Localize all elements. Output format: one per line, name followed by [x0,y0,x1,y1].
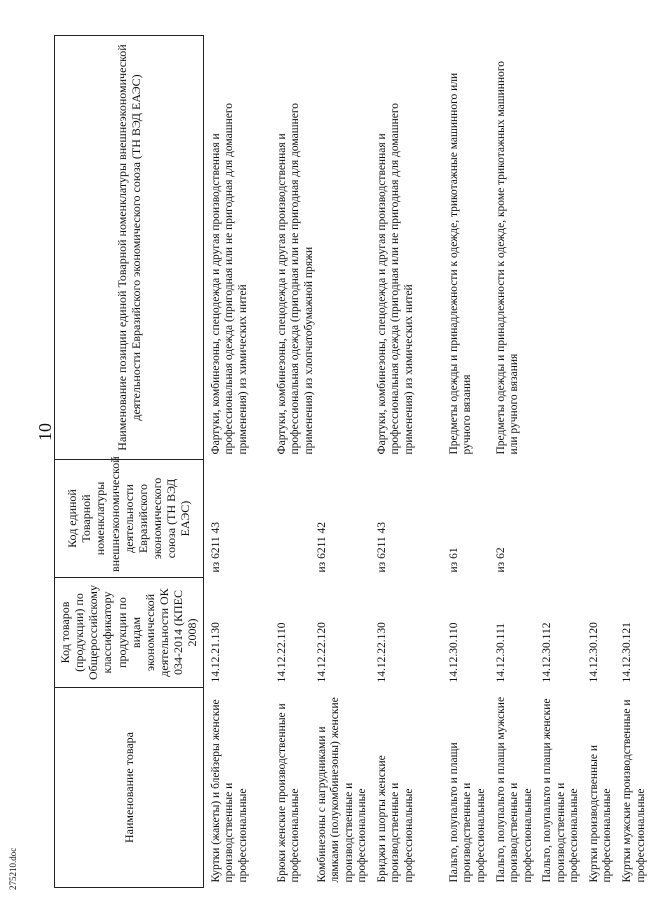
table-row [538,36,585,888]
cell-product-name: Куртки мужские производственные и профессиональные [621,699,647,883]
cell-product-name: Брюки женские производственные и профессиональные [275,703,302,883]
header-tnved-description: Наименование позиции единой Товарной номенклатуры внешнеэкономической деятельности Евразийского экономического союза (ТН ВЭД ЕАЭС) [55,36,204,460]
cell-tnved-code [618,460,652,578]
cell-product-name: Куртки (жакеты) и блейзеры женские производственные и профессиональные [209,699,249,883]
cell-product-name: Пальто, полупальто и плащи женские производственные и профессиональные [541,698,581,883]
cell-okpd-code: 14.12.22.120 [315,622,328,683]
cell-tnved-code: из 6211 43 [375,521,388,573]
table-row [618,36,652,888]
cell-tnved-code [538,460,585,578]
header-product-name: Наименование товара [55,688,204,888]
cell-tnved-code [273,460,313,578]
rotated-page-content [54,18,647,888]
table-row [273,36,313,888]
cell-product-name: Куртки производственные и профессиональные [587,744,614,883]
cell-okpd-code: 14.12.30.112 [541,622,554,683]
table-row [207,36,273,888]
header-okpd-code: Код товаров (продукции) по Общероссийскому классификатору продукции по видам экономической деятельности ОК 034-2014 (КПЕС 2008) [55,578,204,688]
cell-product-name: Пальто, полупальто и плащи производственные и профессиональные [447,742,487,883]
table-row [373,36,445,888]
cell-okpd-code: 14.12.30.121 [621,622,633,683]
cell-tnved-description: Предметы одежды и принадлежности к одежде, трикотажные машинного или ручного вязания [447,72,474,455]
cell-okpd-code: 14.12.30.111 [494,622,507,683]
cell-okpd-code: 14.12.22.130 [375,622,388,683]
cell-tnved-description: Предметы одежды и принадлежности к одежде, кроме трикотажных машинного или ручного вязания [494,60,521,455]
header-tnved-code: Код единой Товарной номенклатуры внешнеэкономической деятельности Евразийского экономического союза (ТН ВЭД ЕАЭС) [55,460,204,578]
page-number: 10 [35,423,55,441]
cell-tnved-description [585,36,618,460]
cell-tnved-description [538,36,585,460]
table-row [445,36,492,888]
cell-tnved-code: из 61 [447,547,460,573]
cell-okpd-code: 14.12.30.120 [587,622,600,683]
cell-product-name: Бриджи и шорты женские производственные и профессиональные [375,755,415,883]
cell-product-name: Комбинезоны с нагрудниками и лямками (полукомбинезоны) женские производственные и профессиональные [315,697,369,883]
cell-tnved-code: из 6211 42 [315,521,328,573]
cell-product-name: Пальто, полупальто и плащи мужские производственные и профессиональные [494,696,534,883]
cell-tnved-code: из 6211 43 [209,521,222,573]
goods-classification-table [54,35,652,888]
cell-okpd-code: 14.12.21.130 [209,622,222,683]
cell-tnved-description: Фартуки, комбинезоны, спецодежда и другая производственная и профессиональная одежда (пригодная или не пригодная для домашнего применения) из хлопчатобумажной пряжи [275,102,315,455]
cell-tnved-description: Фартуки, комбинезоны, спецодежда и другая производственная и профессиональная одежда (пригодная или не пригодная для домашнего применения) из химических нитей [375,102,415,455]
cell-tnved-description: Фартуки, комбинезоны, спецодежда и другая производственная и профессиональная одежда (пригодная или не пригодная для домашнего применения) из химических нитей [209,102,249,455]
footer-document-ref: 275210.doc [8,847,18,890]
cell-tnved-description [618,36,652,460]
table-header-row [55,36,204,888]
cell-okpd-code: 14.12.22.110 [275,622,288,683]
cell-tnved-code: из 62 [494,547,507,573]
cell-tnved-code [585,460,618,578]
table-row [492,36,539,888]
table-row [585,36,618,888]
cell-okpd-code: 14.12.30.110 [447,622,460,683]
